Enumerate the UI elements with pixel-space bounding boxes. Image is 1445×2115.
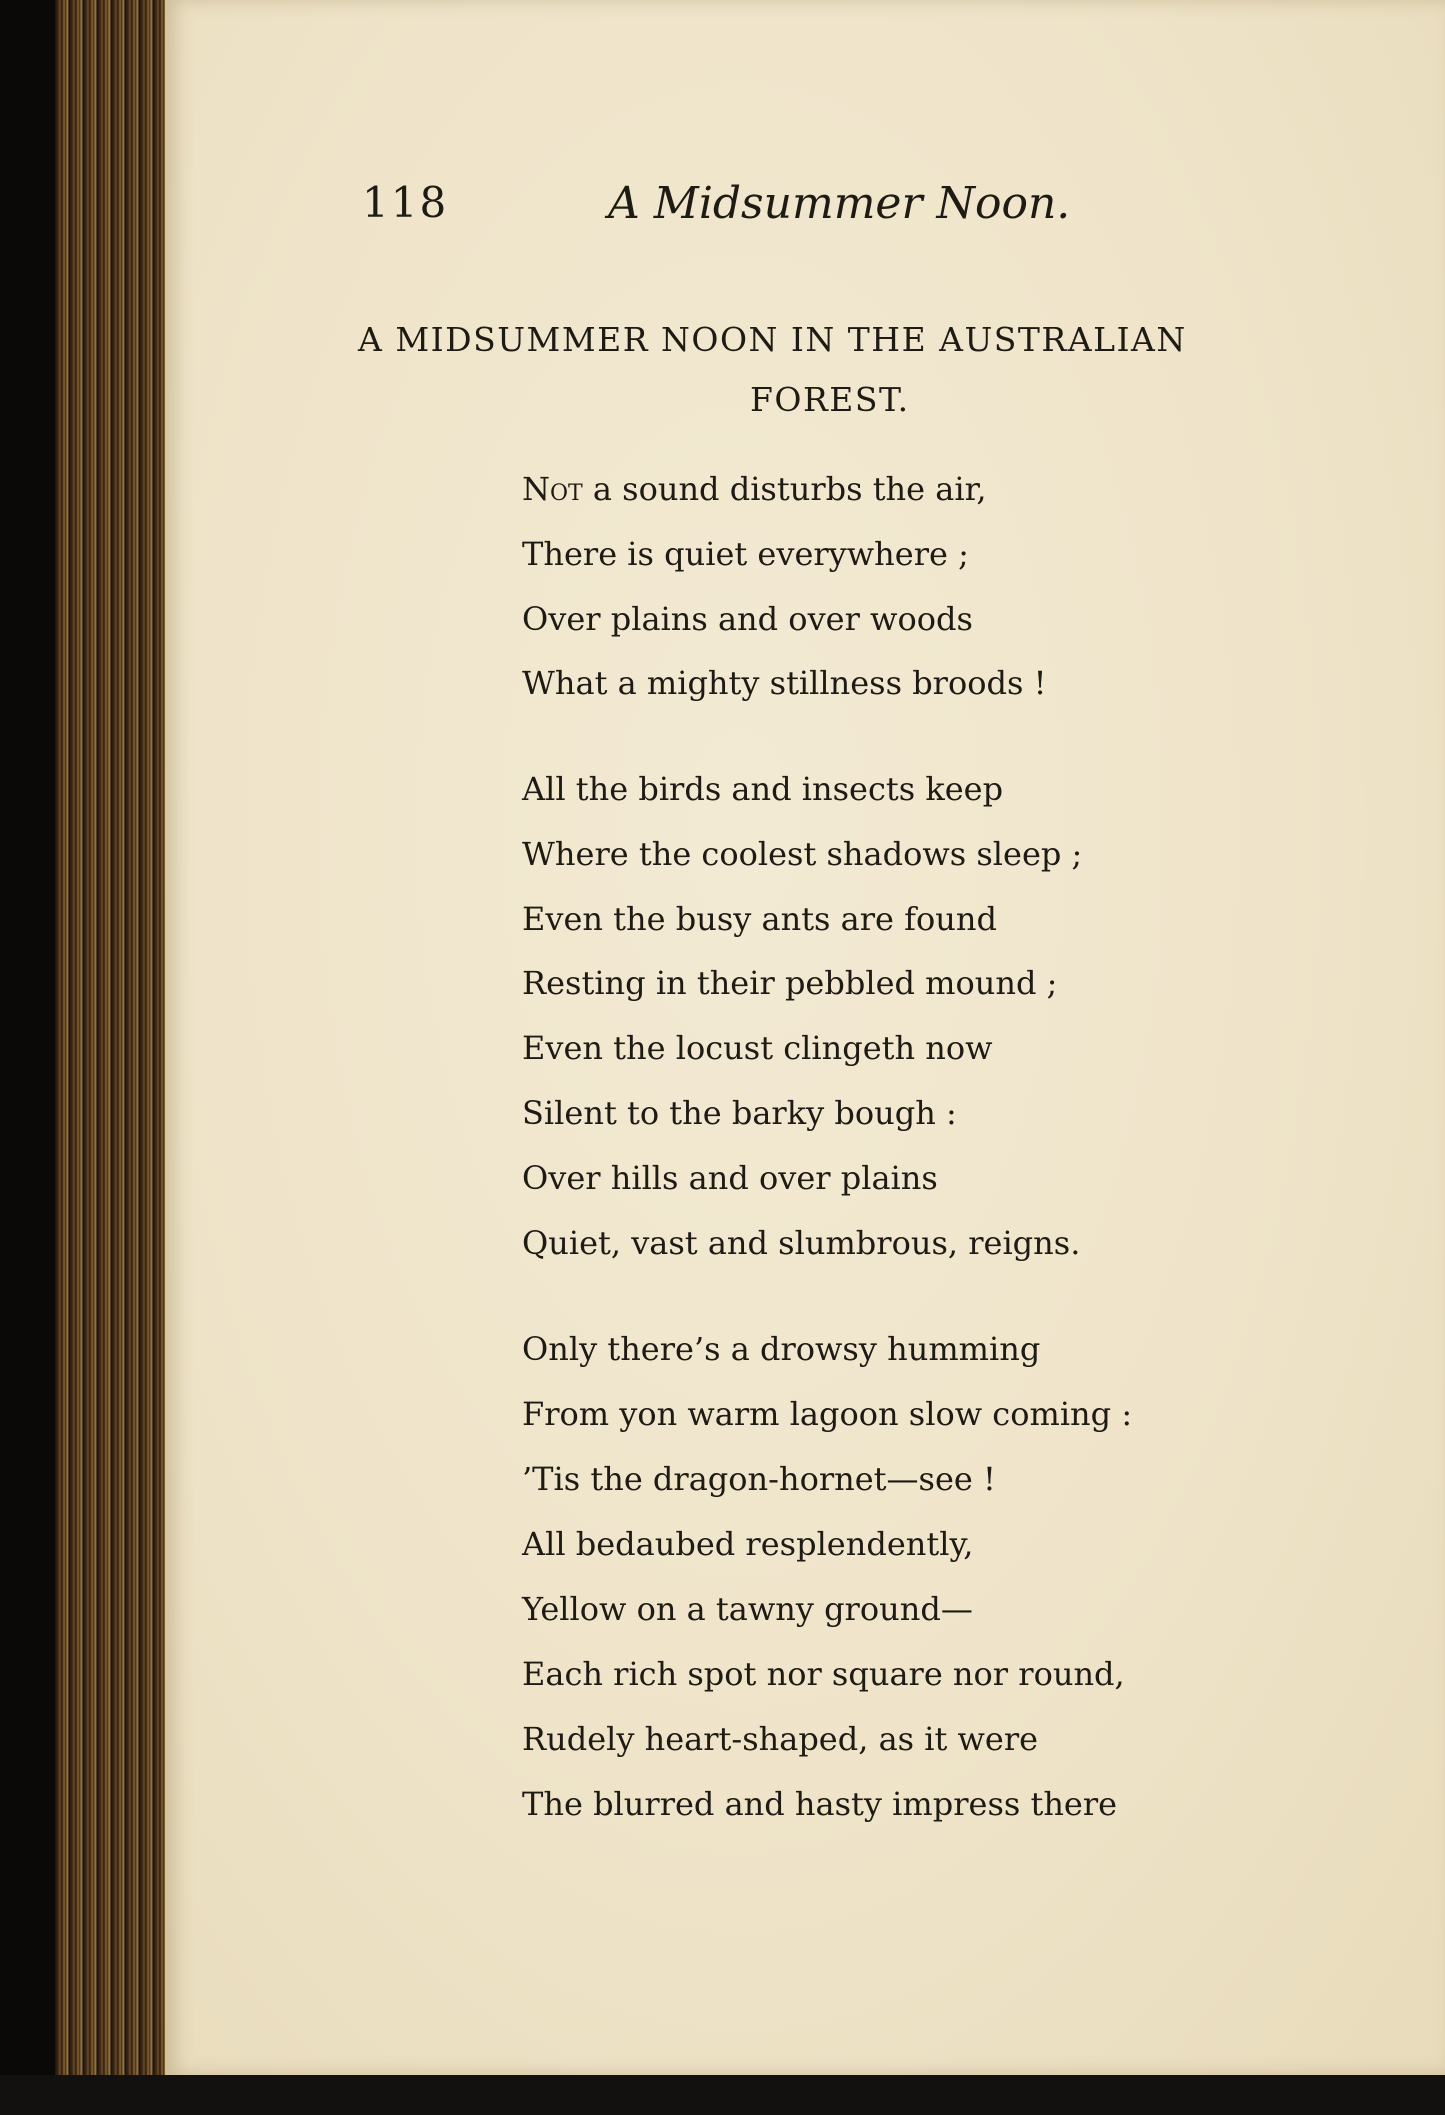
verse-line: All bedaubed resplendently, (522, 1525, 974, 1563)
verse-line: Rudely heart-shaped, as it were (522, 1720, 1039, 1758)
verse-line: Each rich spot nor square nor round, (522, 1655, 1125, 1693)
poem-title-line-1: A MIDSUMMER NOON IN THE AUSTRALIAN (358, 320, 1187, 359)
page-number: 118 (362, 178, 449, 227)
poem-title-line-2: FOREST. (750, 380, 910, 419)
bottom-shadow (0, 2075, 1445, 2115)
verse-line: Not a sound disturbs the air, (522, 470, 987, 508)
verse-line: Over hills and over plains (522, 1159, 938, 1197)
verse-line: From yon warm lagoon slow coming : (522, 1395, 1133, 1433)
page-edges (55, 0, 167, 2075)
verse-line: ’Tis the dragon-hornet—see ! (522, 1460, 996, 1498)
verse-line: Even the busy ants are found (522, 900, 997, 938)
verse-line: Only there’s a drowsy humming (522, 1330, 1041, 1368)
running-title: A Midsummer Noon. (608, 178, 1071, 229)
book-spine (0, 0, 58, 2075)
verse-line: Quiet, vast and slumbrous, reigns. (522, 1224, 1081, 1262)
verse-line: Resting in their pebbled mound ; (522, 964, 1058, 1002)
verse-line: What a mighty stillness broods ! (522, 664, 1047, 702)
verse-line: There is quiet everywhere ; (522, 535, 969, 573)
verse-line: The blurred and hasty impress there (522, 1785, 1118, 1823)
verse-line: All the birds and insects keep (522, 770, 1004, 808)
verse-line: Yellow on a tawny ground— (522, 1590, 973, 1628)
verse-line: Over plains and over woods (522, 600, 973, 638)
verse-line: Where the coolest shadows sleep ; (522, 835, 1083, 873)
first-word: Not (522, 470, 583, 508)
verse-line: Even the locust clingeth now (522, 1029, 993, 1067)
verse-line: Silent to the barky bough : (522, 1094, 957, 1132)
